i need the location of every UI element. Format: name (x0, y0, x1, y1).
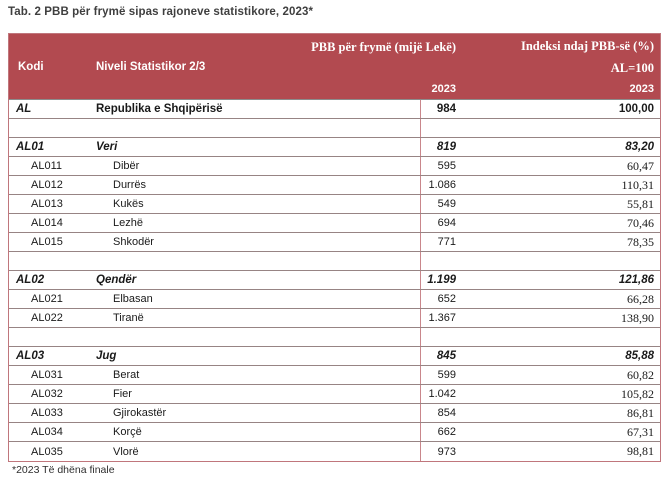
table-row (9, 157, 660, 176)
cell-name: Fier (113, 388, 132, 400)
cell-pbb-value (420, 328, 460, 346)
table-row (9, 442, 660, 461)
cell-index-value: 85,88 (625, 350, 654, 362)
cell-index-value: 60,47 (627, 158, 654, 173)
cell-code: AL (16, 103, 32, 115)
cell-pbb-value: 973 (420, 442, 460, 461)
table-header (9, 34, 660, 100)
table-row (9, 347, 660, 366)
cell-pbb-value: 854 (420, 404, 460, 422)
cell-index-value: 86,81 (627, 405, 654, 420)
cell-index-value: 105,82 (621, 386, 654, 401)
table-row (9, 309, 660, 328)
cell-code (9, 119, 89, 137)
cell-code: AL01 (16, 141, 45, 153)
cell-code: AL012 (31, 179, 63, 191)
table-row (9, 423, 660, 442)
cell-name: Jug (96, 350, 117, 362)
cell-code: AL015 (31, 236, 63, 248)
cell-pbb-value: 1.042 (420, 385, 460, 403)
table-row (9, 100, 660, 119)
header-pbb-label: PBB për frymë (mijë Lekë) (311, 40, 456, 54)
header-pbb-year: 2023 (431, 83, 456, 95)
cell-name: Kukës (113, 198, 144, 210)
header-indeksi-sub: AL=100 (610, 61, 654, 75)
cell-name: Lezhë (113, 217, 143, 229)
cell-pbb-value: 771 (420, 233, 460, 251)
cell-code: AL022 (31, 312, 63, 324)
cell-code: AL011 (31, 160, 62, 172)
cell-index-value: 60,82 (627, 367, 654, 382)
cell-pbb-value: 549 (420, 195, 460, 213)
footnote: *2023 Të dhëna finale (12, 464, 115, 476)
cell-code: AL033 (31, 407, 63, 419)
header-niveli: Niveli Statistikor 2/3 (96, 60, 206, 73)
cell-index-value: 121,86 (618, 274, 654, 286)
table-row (9, 233, 660, 252)
cell-name: Berat (113, 369, 140, 381)
cell-pbb-value (420, 119, 460, 137)
cell-pbb-value: 652 (420, 290, 460, 308)
cell-pbb-value: 595 (420, 157, 460, 175)
separator-row (9, 119, 660, 138)
cell-code: AL03 (16, 350, 45, 362)
cell-code (9, 328, 89, 346)
cell-name: Dibër (113, 160, 140, 172)
table-row (9, 366, 660, 385)
cell-index-value (460, 119, 660, 137)
table-row (9, 176, 660, 195)
cell-index-value: 83,20 (625, 141, 654, 153)
cell-name: Republika e Shqipërisë (96, 103, 223, 115)
header-pbb-column (240, 34, 460, 99)
table-row (9, 385, 660, 404)
separator-row (9, 252, 660, 271)
table-row (9, 290, 660, 309)
table-title: Tab. 2 PBB për frymë sipas rajoneve statistikore, 2023* (8, 6, 314, 18)
statistics-table (8, 33, 661, 462)
cell-pbb-value: 1.086 (420, 176, 460, 194)
cell-index-value: 138,90 (621, 310, 654, 325)
cell-index-value: 100,00 (618, 103, 654, 115)
cell-index-value: 78,35 (627, 234, 654, 249)
cell-index-value: 98,81 (627, 444, 654, 458)
cell-index-value: 55,81 (627, 196, 654, 211)
cell-index-value (460, 328, 660, 346)
cell-name: Tiranë (113, 312, 144, 324)
cell-pbb-value: 984 (420, 100, 460, 118)
separator-row (9, 328, 660, 347)
cell-pbb-value: 599 (420, 366, 460, 384)
cell-name: Vlorë (113, 445, 139, 458)
cell-pbb-value: 662 (420, 423, 460, 441)
cell-name: Shkodër (113, 236, 154, 248)
cell-name (89, 119, 420, 137)
cell-pbb-value: 1.199 (420, 271, 460, 289)
header-indeksi-column (460, 34, 660, 99)
table-row (9, 404, 660, 423)
cell-pbb-value: 1.367 (420, 309, 460, 327)
cell-name: Qendër (96, 274, 137, 286)
cell-pbb-value (420, 252, 460, 270)
cell-name (89, 328, 420, 346)
table-row (9, 195, 660, 214)
table-row (9, 138, 660, 157)
cell-code (9, 252, 89, 270)
cell-code: AL014 (31, 217, 63, 229)
cell-code: AL034 (31, 426, 63, 438)
table-body (9, 100, 660, 461)
cell-index-value (460, 252, 660, 270)
cell-code: AL035 (31, 445, 63, 458)
cell-name (89, 252, 420, 270)
cell-name: Elbasan (113, 293, 153, 305)
header-indeksi-label: Indeksi ndaj PBB-së (%) (520, 39, 654, 53)
header-indeksi-year: 2023 (629, 83, 654, 95)
table-row (9, 214, 660, 233)
table-row (9, 271, 660, 290)
cell-index-value: 70,46 (627, 215, 654, 230)
cell-code: AL02 (16, 274, 45, 286)
cell-code: AL013 (31, 198, 63, 210)
cell-code: AL032 (31, 388, 63, 400)
cell-pbb-value: 819 (420, 138, 460, 156)
cell-code: AL031 (31, 369, 63, 381)
cell-pbb-value: 845 (420, 347, 460, 365)
cell-code: AL021 (31, 293, 63, 305)
cell-index-value: 66,28 (627, 291, 654, 306)
cell-index-value: 67,31 (627, 424, 654, 439)
header-kodi: Kodi (18, 60, 44, 73)
cell-name: Veri (96, 141, 118, 153)
cell-index-value: 110,31 (621, 177, 654, 192)
cell-pbb-value: 694 (420, 214, 460, 232)
cell-name: Korçë (113, 426, 142, 438)
cell-name: Durrës (113, 179, 147, 191)
cell-name: Gjirokastër (113, 407, 167, 419)
